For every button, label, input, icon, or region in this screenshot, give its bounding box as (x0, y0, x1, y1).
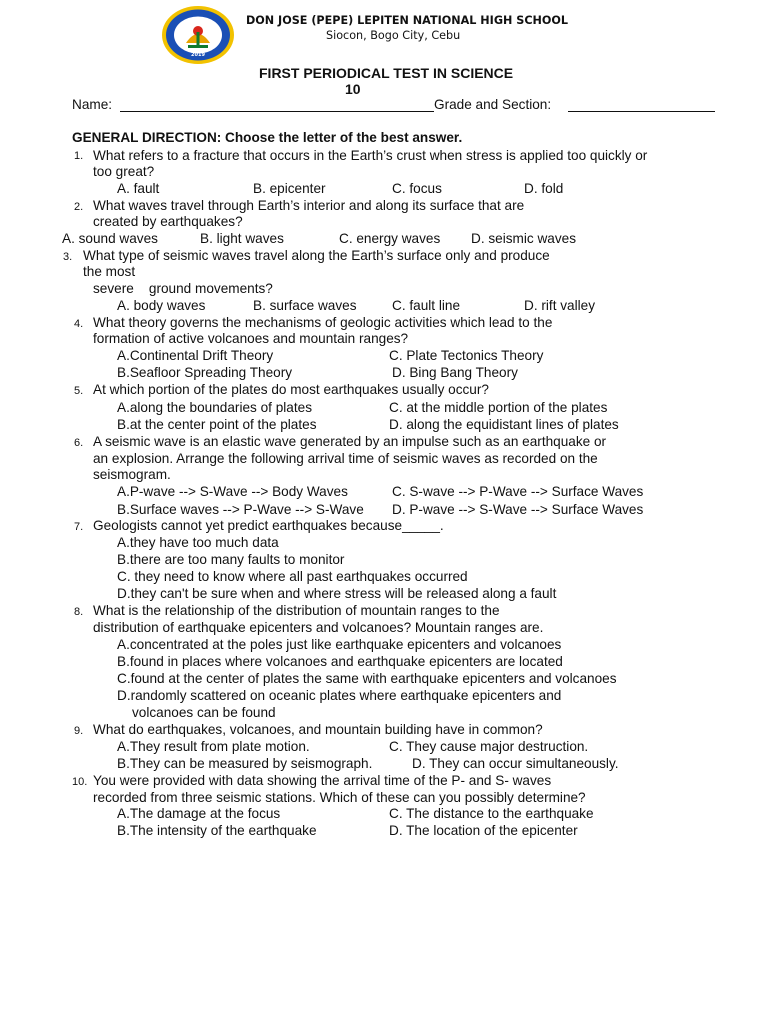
answer-option: B.The intensity of the earthquake (117, 823, 317, 838)
question-number: 7. (74, 521, 84, 533)
seal-year: 2019 (191, 52, 205, 58)
answer-option: B.found in places where volcanoes and earthquake epicenters are located (117, 654, 563, 669)
answer-option: C. The distance to the earthquake (389, 806, 594, 821)
answer-option: D. fold (524, 181, 564, 196)
grade-section-label: Grade and Section: (434, 97, 552, 112)
school-name: DON JOSE (PEPE) LEPITEN NATIONAL HIGH SCHOOL (246, 14, 569, 27)
answer-option: B.Seafloor Spreading Theory (117, 365, 293, 380)
question-number: 10. (72, 776, 88, 788)
question-number: 2. (74, 201, 84, 213)
name-label: Name: (72, 97, 113, 112)
question-text: You were provided with data showing the arrival time of the P- and S- waves (93, 773, 552, 788)
question-text: What refers to a fracture that occurs in the Earth’s crust when stress is applied too quickly or (93, 148, 648, 163)
answer-option: C. fault line (392, 298, 461, 313)
answer-option: B.at the center point of the plates (117, 417, 317, 432)
answer-option: C. they need to know where all past earthquakes occurred (117, 569, 468, 584)
answer-option: D. Bing Bang Theory (392, 365, 518, 380)
question-text: distribution of earthquake epicenters and volcanoes? Mountain ranges are. (93, 620, 544, 635)
question-text: seismogram. (93, 467, 171, 482)
question-text: an explosion. Arrange the following arrival time of seismic waves as recorded on the (93, 451, 598, 466)
answer-option: A.concentrated at the poles just like earthquake epicenters and volcanoes (117, 637, 562, 652)
question-text: formation of active volcanoes and mountain ranges? (93, 331, 409, 346)
question-text: recorded from three seismic stations. Which of these can you possibly determine? (93, 790, 586, 805)
answer-option: C. They cause major destruction. (389, 739, 589, 754)
answer-option: A.Continental Drift Theory (117, 348, 274, 363)
question-text: the most (83, 264, 136, 279)
school-address: Siocon, Bogo City, Cebu (326, 29, 461, 42)
answer-option: B. surface waves (253, 298, 357, 313)
question-text: A seismic wave is an elastic wave generated by an impulse such as an earthquake or (93, 434, 607, 449)
question-number: 4. (74, 318, 84, 330)
question-number: 5. (74, 385, 84, 397)
answer-option: C. focus (392, 181, 442, 196)
answer-option: A.P-wave --> S-Wave --> Body Waves (117, 484, 348, 499)
answer-option: D. along the equidistant lines of plates (389, 417, 619, 432)
answer-option: D. rift valley (524, 298, 596, 313)
question-number: 9. (74, 725, 84, 737)
question-text: created by earthquakes? (93, 214, 243, 229)
question-text: What waves travel through Earth’s interior and along its surface that are (93, 198, 525, 213)
question-number: 3. (63, 251, 73, 263)
question-text: What do earthquakes, volcanoes, and mountain building have in common? (93, 722, 543, 737)
answer-option: D. The location of the epicenter (389, 823, 578, 838)
answer-option: D. P-wave --> S-Wave --> Surface Waves (392, 502, 644, 517)
question-text: too great? (93, 164, 155, 179)
answer-option: A.They result from plate motion. (117, 739, 310, 754)
answer-option: C.found at the center of plates the same with earthquake epicenters and volcanoes (117, 671, 617, 686)
question-text: severe ground movements? (93, 281, 273, 296)
name-field-line[interactable] (120, 111, 434, 112)
question-number: 6. (74, 437, 84, 449)
question-text: Geologists cannot yet predict earthquakes because_____. (93, 518, 444, 533)
test-grade: 10 (345, 81, 361, 97)
question-text: What type of seismic waves travel along the Earth’s surface only and produce (83, 248, 550, 263)
answer-option: C. S-wave --> P-Wave --> Surface Waves (392, 484, 644, 499)
answer-option: B. epicenter (253, 181, 326, 196)
question-number: 1. (74, 150, 84, 162)
answer-option: D. They can occur simultaneously. (412, 756, 619, 771)
school-seal-logo (160, 5, 236, 65)
question-number: 8. (74, 606, 84, 618)
answer-option: B. light waves (200, 231, 284, 246)
answer-option: D.they can't be sure when and where stress will be released along a fault (117, 586, 557, 601)
answer-option: A.they have too much data (117, 535, 279, 550)
answer-option: B.They can be measured by seismograph. (117, 756, 373, 771)
answer-option: A.along the boundaries of plates (117, 400, 312, 415)
answer-option: C. at the middle portion of the plates (389, 400, 608, 415)
answer-option: A. sound waves (62, 231, 158, 246)
answer-option: C. energy waves (339, 231, 441, 246)
answer-option-continued: volcanoes can be found (132, 705, 276, 720)
test-title: FIRST PERIODICAL TEST IN SCIENCE (259, 65, 514, 81)
answer-option: D. seismic waves (471, 231, 576, 246)
answer-option: D.randomly scattered on oceanic plates where earthquake epicenters and (117, 688, 562, 703)
answer-option: A.The damage at the focus (117, 806, 281, 821)
answer-option: A. body waves (117, 298, 206, 313)
question-text: What is the relationship of the distribution of mountain ranges to the (93, 603, 500, 618)
general-direction: GENERAL DIRECTION: Choose the letter of the best answer. (72, 130, 463, 145)
answer-option: B.Surface waves --> P-Wave --> S-Wave (117, 502, 364, 517)
answer-option: B.there are too many faults to monitor (117, 552, 345, 567)
question-text: What theory governs the mechanisms of geologic activities which lead to the (93, 315, 553, 330)
grade-section-field-line[interactable] (568, 111, 715, 112)
answer-option: A. fault (117, 181, 160, 196)
question-text: At which portion of the plates do most earthquakes usually occur? (93, 382, 489, 397)
answer-option: C. Plate Tectonics Theory (389, 348, 544, 363)
